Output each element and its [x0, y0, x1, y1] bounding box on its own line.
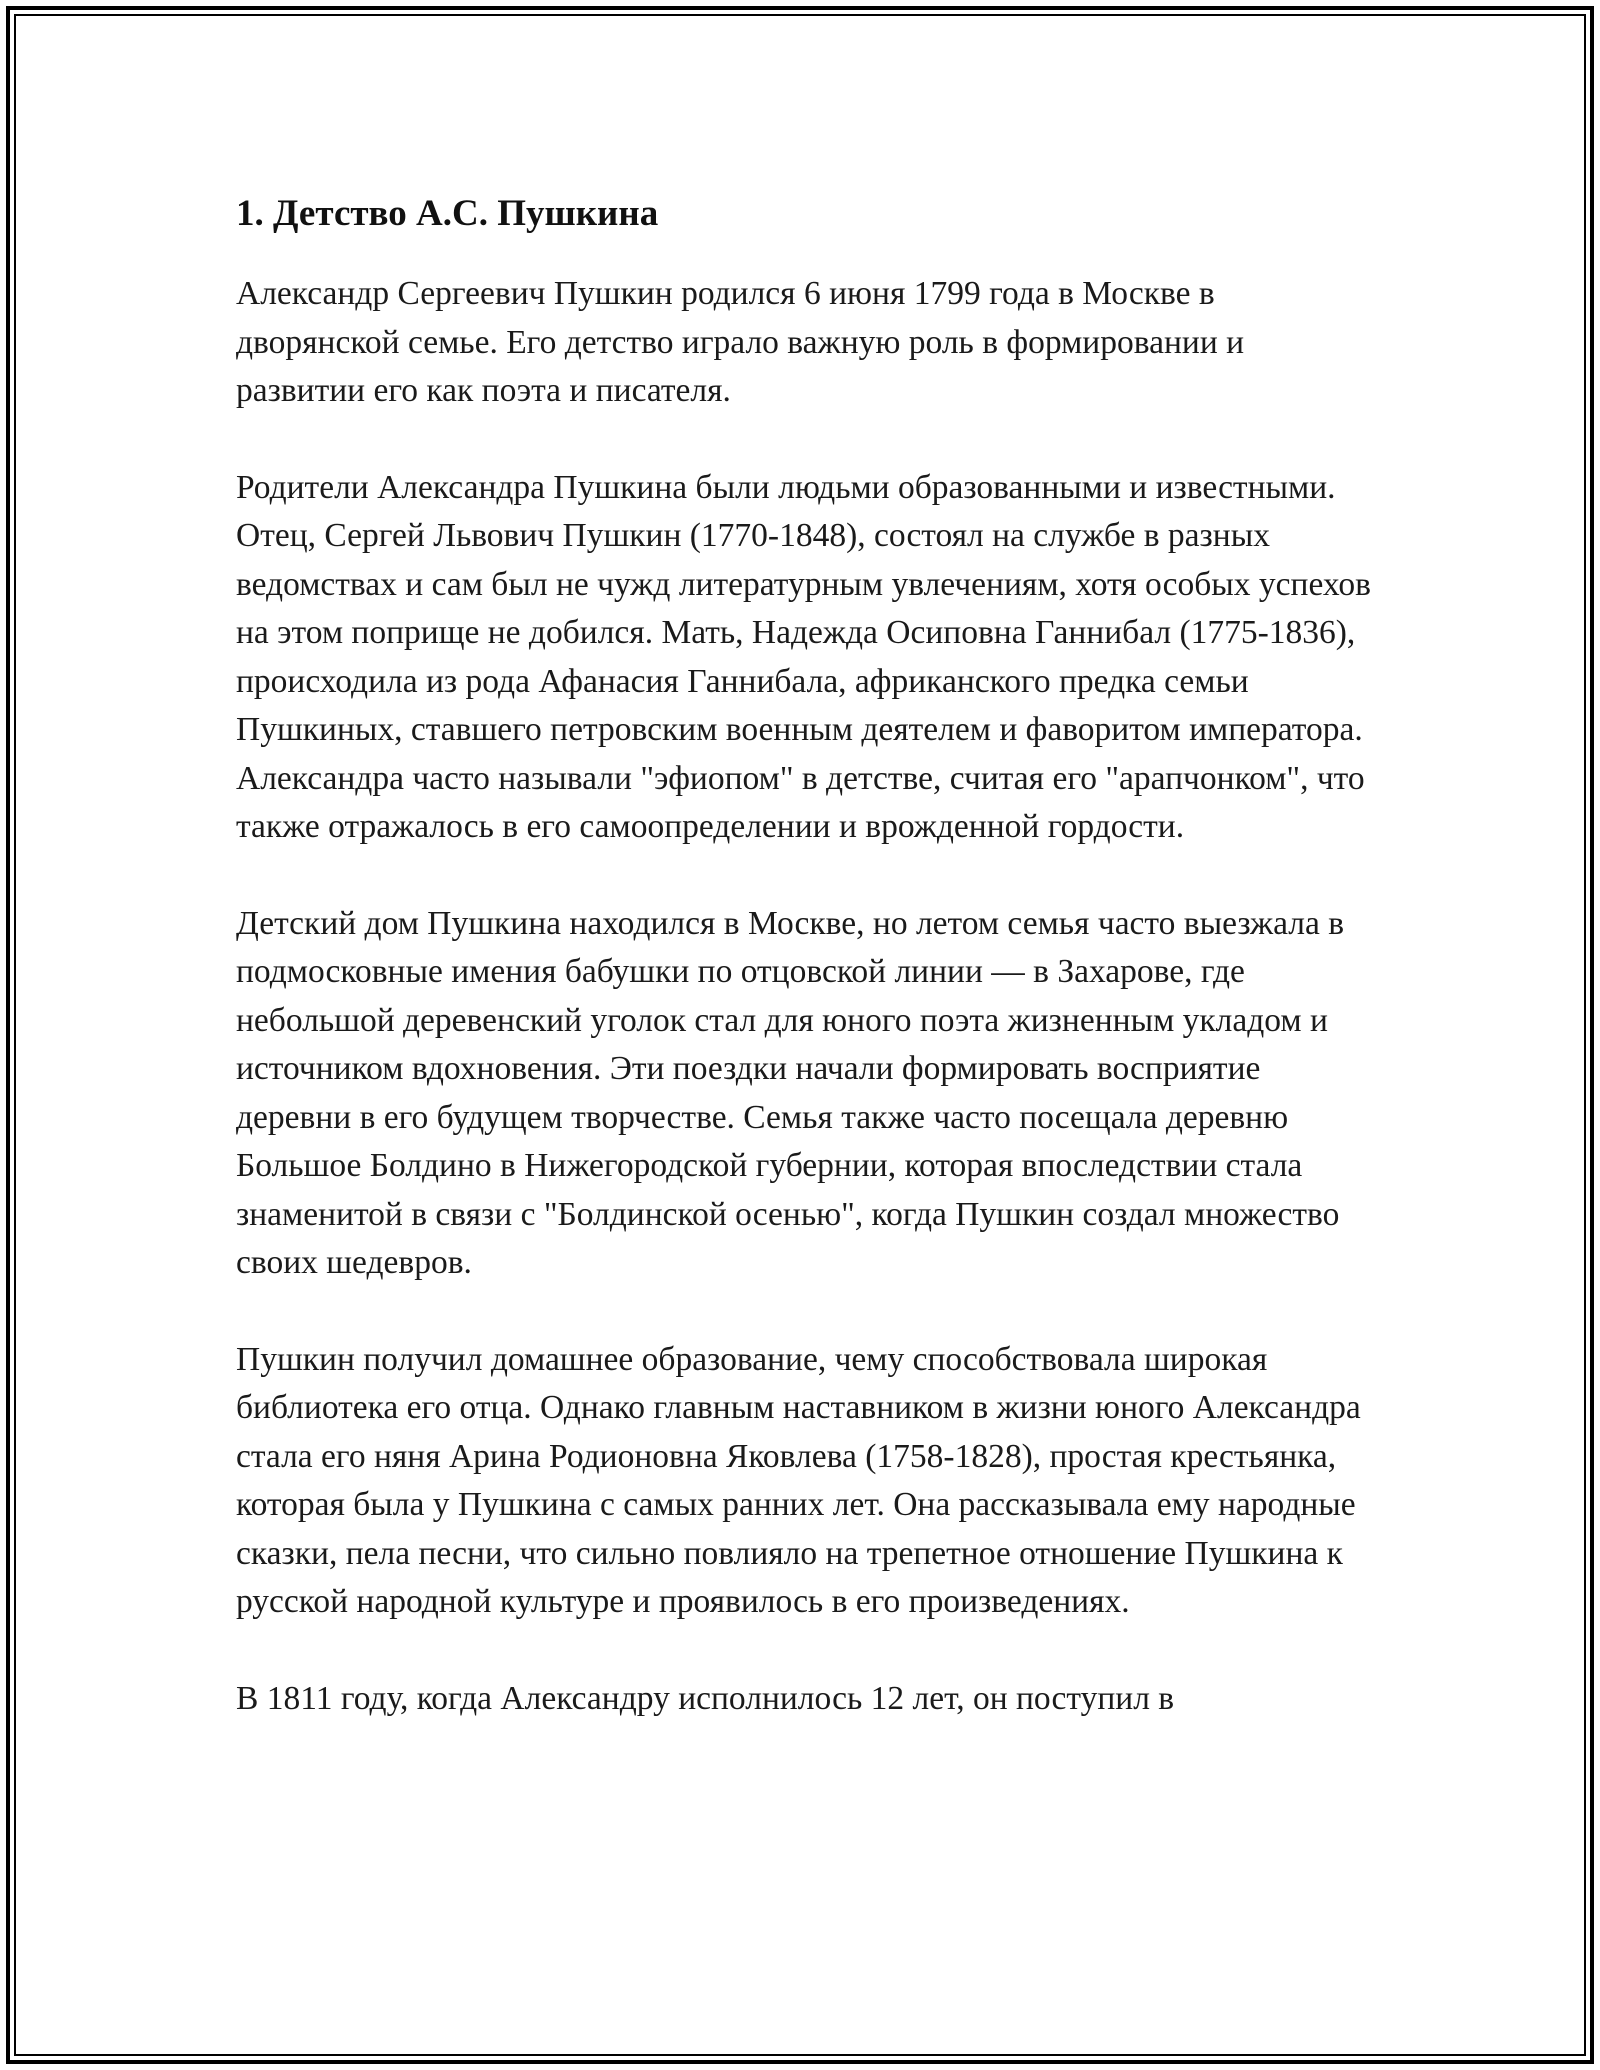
- paragraph-lyceum: В 1811 году, когда Александру исполнилось 12 лет, он поступил в: [236, 1679, 1175, 1717]
- paragraph-birth: Александр Сергеевич Пушкин родился 6 июня 1799 года в Москве в дворянской семье. Его детство играло важную роль в формировании и развитии его как поэта и писателя.: [236, 275, 1245, 409]
- document-body: [236, 186, 1376, 1771]
- section-heading: 1. Детство А.С. Пушкина: [236, 193, 659, 234]
- paragraph-education: Пушкин получил домашнее образование, чему способствовала широкая библиотека его отца. Однако главным наставником в жизни юного Александра стала его няня Арина Родионовна Яковлева (1758-1828), простая крестьянка, которая была у Пушкина с самых ранних лет. Она рассказывала ему народные сказки, пела песни, что сильно повлияло на трепетное отношение Пушкина к русской народной культуре и проявилось в его произведениях.: [236, 1340, 1361, 1620]
- paragraph-parents: Родители Александра Пушкина были людьми образованными и известными. Отец, Сергей Львович Пушкин (1770-1848), состоял на службе в разных ведомствах и сам был не чужд литературным увлечениям, хотя особых успехов на этом поприще не добился. Мать, Надежда Осиповна Ганнибал (1775-1836), происходила из рода Афанасия Ганнибала, африканского предка семьи Пушкиных, ставшего петровским военным деятелем и фаворитом императора. Александра часто называли "эфиопом" в детстве, считая его "арапчонком", что также отражалось в его самоопределении и врожденной гордости.: [236, 468, 1371, 845]
- paragraph-childhood-home: Детский дом Пушкина находился в Москве, но летом семья часто выезжала в подмосковные имения бабушки по отцовской линии — в Захарове, где небольшой деревенский уголок стал для юного поэта жизненным укладом и источником вдохновения. Эти поездки начали формировать восприятие деревни в его будущем творчестве. Семья также часто посещала деревню Большое Болдино в Нижегородской губернии, которая впоследствии стала знаменитой в связи с "Болдинской осенью", когда Пушкин создал множество своих шедевров.: [236, 904, 1345, 1281]
